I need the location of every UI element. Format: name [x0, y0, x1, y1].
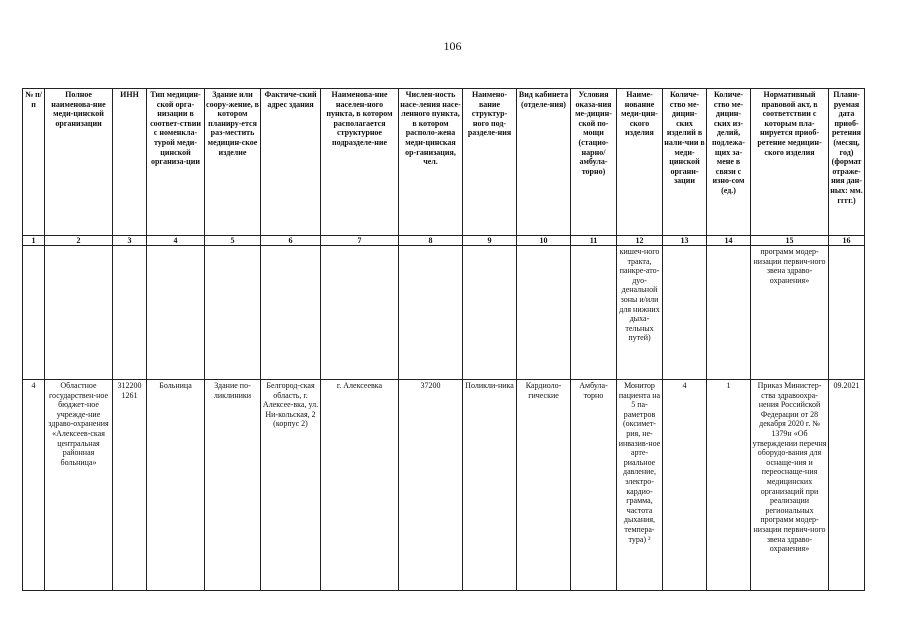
- continuation-row: [23, 246, 865, 380]
- table-cell: [261, 246, 321, 380]
- column-number: 8: [399, 236, 463, 246]
- table-cell: [571, 246, 617, 380]
- column-number-row: [23, 236, 865, 246]
- column-number: 1: [23, 236, 45, 246]
- legal-act-cell: Приказ Министер-ства здравоохра-нения Российской Федерации от 28 декабря 2020 г. № 1379н «Об утверждении перечня оборудо-вания для оснаще-ния и переоснаще-ния медицинских организаций при реализации региональных программ модер-низации первич-ного звена здраво-охранения»: [751, 380, 829, 591]
- header-cell: Количе-ство ме-дицин-ских из-делий, подлежа-щих за-мене в связи с изно-сом (ед.): [707, 89, 751, 236]
- header-cell: Полное наименова-ние меди-цинской организации: [45, 89, 113, 236]
- table-cell: [399, 246, 463, 380]
- cabinet-type-cell: Кардиоло-гические: [517, 380, 571, 591]
- column-number: 12: [617, 236, 663, 246]
- column-number: 10: [517, 236, 571, 246]
- column-number: 6: [261, 236, 321, 246]
- header-cell: Наиме-нование меди-цин-ского изделия: [617, 89, 663, 236]
- column-number: 16: [829, 236, 865, 246]
- organization-type-cell: Больница: [147, 380, 205, 591]
- devices-available-cell: 4: [663, 380, 707, 591]
- header-cell: № п/п: [23, 89, 45, 236]
- column-number: 7: [321, 236, 399, 246]
- legal-act-cell: программ модер-низации первич-ного звена здраво-охранения»: [751, 246, 829, 380]
- table-cell: [663, 246, 707, 380]
- table-cell: [829, 246, 865, 380]
- table-cell: [707, 246, 751, 380]
- devices-to-replace-cell: 1: [707, 380, 751, 591]
- table-cell: [113, 246, 147, 380]
- page-number: 106: [443, 39, 462, 53]
- header-cell: Тип медицин-ской орга-низации в соответ-ствии с номенкла-турой меди-цинской организа-ции: [147, 89, 205, 236]
- header-cell: Количе-ство ме-дицин-ских изделий в нали-чии в меди-цинской органи-зации: [663, 89, 707, 236]
- device-name-cell: кишеч-ного тракта, панкре-ато-дуо-денальной зоны и/или для нижних дыха-тельных путей): [617, 246, 663, 380]
- table-cell: [321, 246, 399, 380]
- column-number: 15: [751, 236, 829, 246]
- table-cell: [463, 246, 517, 380]
- column-number: 4: [147, 236, 205, 246]
- header-cell: Наименова-ние населен-ного пункта, в котором располагается структурное подразделе-ние: [321, 89, 399, 236]
- address-cell: Белгород-ская область, г. Алексее-вка, ул. Ни-кольская, 2 (корпус 2): [261, 380, 321, 591]
- table-cell: [23, 246, 45, 380]
- table-row: [23, 380, 865, 591]
- header-cell: Фактиче-ский адрес здания: [261, 89, 321, 236]
- column-number: 14: [707, 236, 751, 246]
- header-cell: Условия оказа-ния ме-дицин-ской по-мощи (стацио-нарно/ амбула-торно): [571, 89, 617, 236]
- header-cell: Плани-руемая дата приоб-ретения (месяц, год) (формат отраже-ния дан-ных: мм. гггг.): [829, 89, 865, 236]
- column-number: 2: [45, 236, 113, 246]
- row-number-cell: 4: [23, 380, 45, 591]
- population-cell: 37200: [399, 380, 463, 591]
- building-cell: Здание по-ликлиники: [205, 380, 261, 591]
- header-row: [23, 89, 865, 236]
- care-conditions-cell: Амбула-торно: [571, 380, 617, 591]
- header-cell: Здание или соору-жение, в котором планиру-ется раз-местить медицин-ское изделие: [205, 89, 261, 236]
- column-number: 9: [463, 236, 517, 246]
- column-number: 11: [571, 236, 617, 246]
- column-number: 5: [205, 236, 261, 246]
- column-number: 13: [663, 236, 707, 246]
- equipment-table: [22, 88, 865, 591]
- table-cell: [205, 246, 261, 380]
- table-cell: [147, 246, 205, 380]
- inn-cell: 312200 1261: [113, 380, 147, 591]
- column-number: 3: [113, 236, 147, 246]
- header-cell: ИНН: [113, 89, 147, 236]
- table-cell: [517, 246, 571, 380]
- purchase-date-cell: 09.2021: [829, 380, 865, 591]
- settlement-cell: г. Алексеевка: [321, 380, 399, 591]
- header-cell: Числен-ность насе-ления насе-ленного пункта, в котором располо-жена меди-цинская ор-ганизация, чел.: [399, 89, 463, 236]
- header-cell: Наимено-вание структур-ного под-разделе-ния: [463, 89, 517, 236]
- header-cell: Вид кабинета (отделе-ния): [517, 89, 571, 236]
- device-name-cell: Монитор пациента на 5 па-раметров (оксимет-рия, не-инвазив-ное арте-риальное давление, электро-кардио-грамма, частота дыхания, темпера-тура) ²: [617, 380, 663, 591]
- organization-name-cell: Областное государствен-ное бюджет-ное учрежде-ние здраво-охранения «Алексеев-ская центральная районная больница»: [45, 380, 113, 591]
- table-cell: [45, 246, 113, 380]
- subdivision-cell: Поликли-ника: [463, 380, 517, 591]
- header-cell: Нормативный правовой акт, в соответствии с которым пла-нируется приоб-ретение медицин-ского изделия: [751, 89, 829, 236]
